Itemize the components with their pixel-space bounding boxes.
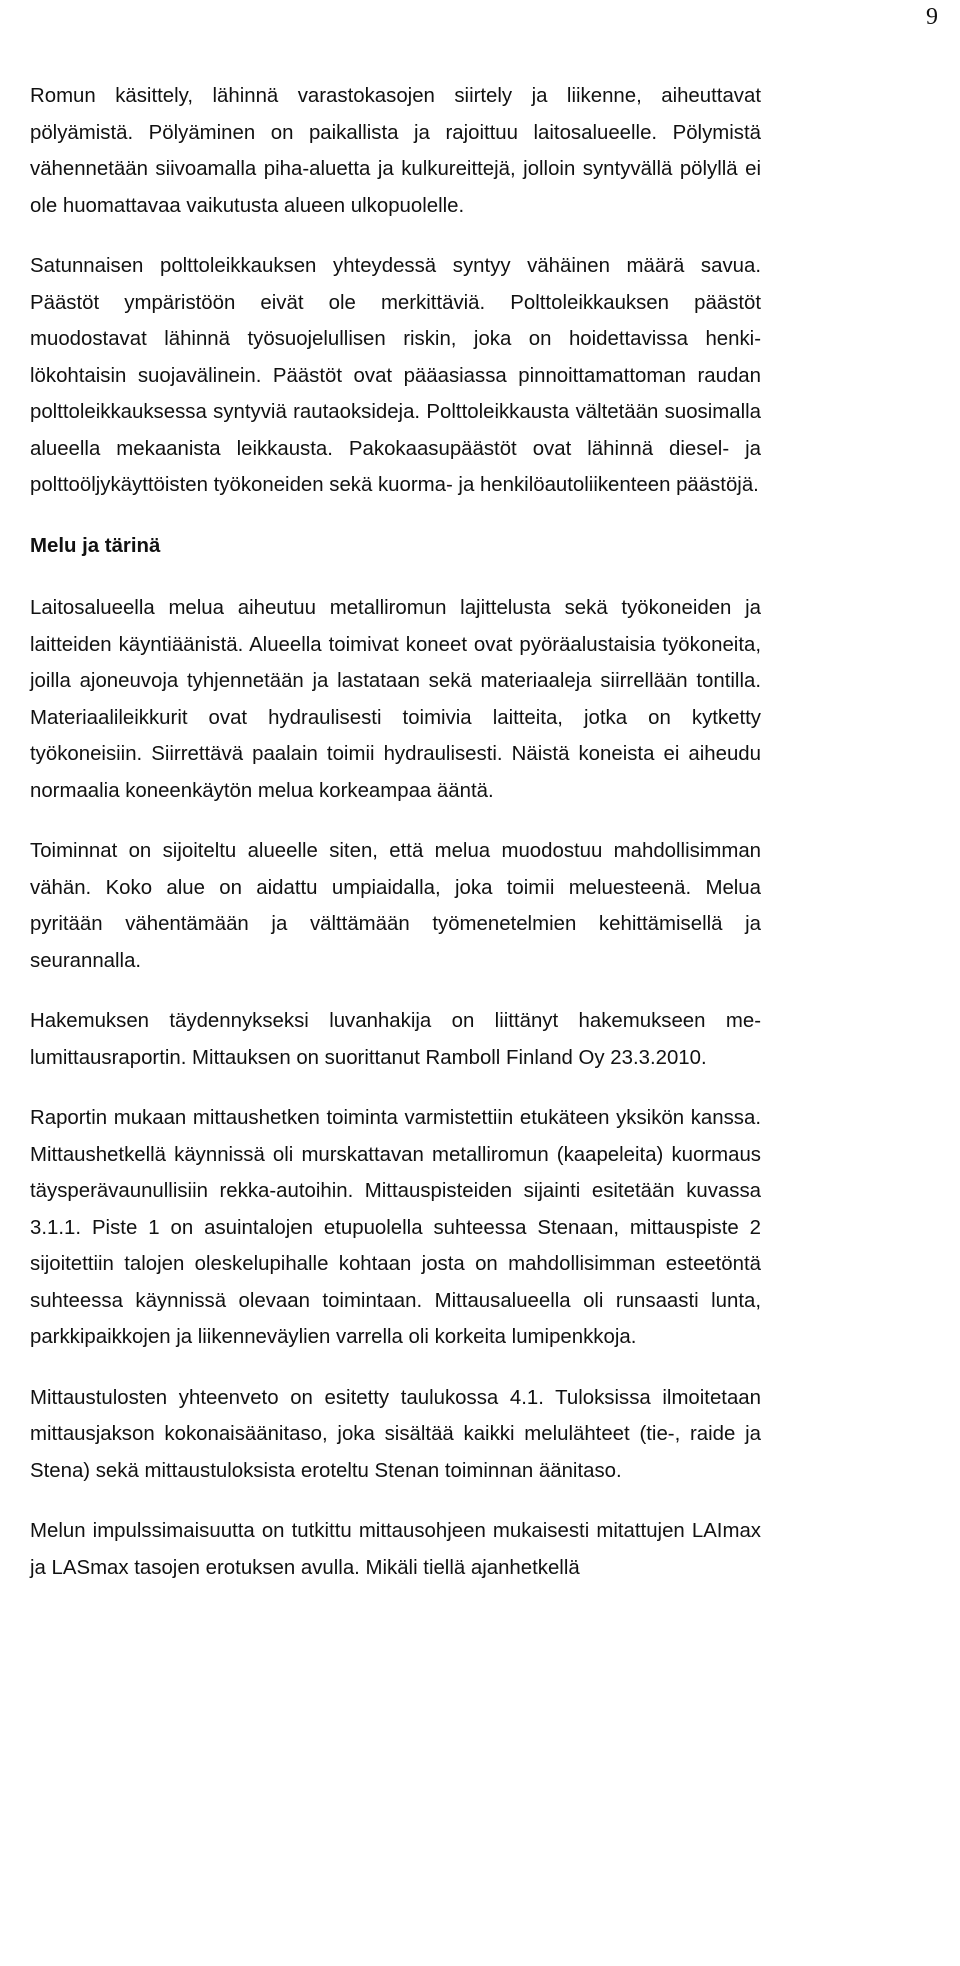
paragraph-flame-cutting: Satunnaisen polttoleikkauksen yhteydessä syntyy vähäinen määrä savua. Päästöt ympäristöön eivät ole merkittäviä. Polttoleikkauksen päästöt muodostavat lähinnä työsuojelullisen riskin, joka on hoidettavissa henkilökohtaisin suojavälinein. Päästöt ovat pääasiassa pinnoittamattoman raudan polttoleikkauksessa syntyviä rautaoksideja. Polttoleikkausta vältetään suosimalla alueella mekaanista leikkausta. Pakokaasupäästöt ovat lähinnä diesel- ja polttoöljykäyttöisten työkoneiden sekä kuorma- ja henkilöautoliikenteen päästöjä. (30, 255, 761, 496)
page-body (0, 78, 960, 1586)
paragraph-measurement-report: Hakemuksen täydennykseksi luvanhakija on liittänyt hakemukseen melumittausraportin. Mittauksen on suorittanut Ramboll Finland Oy 23.3.2010. (30, 1010, 761, 1069)
paragraph-noise-sources: Laitosalueella melua aiheutuu metalliromun lajittelusta sekä työkoneiden ja laitteiden käyntiäänistä. Alueella toimivat koneet ovat pyöräalustaisia työkoneita, joilla ajoneuvoja tyhjennetään ja lastataan sekä materiaaleja siirrellään tontilla. Materiaalileikkurit ovat hydraulisesti toimivia laitteita, jotka on kytketty työkoneisiin. Siirrettävä paalain toimii hydraulisesti. Näistä koneista ei aiheudu normaalia koneenkäytön melua korkeampaa ääntä. (30, 597, 761, 802)
paragraph-dust: Romun käsittely, lähinnä varastokasojen siirtely ja liikenne, aiheuttavat pölyämistä. Pölyäminen on paikallista ja rajoittuu laitosalueelle. Pölymistä vähennetään siivoamalla piha-aluetta ja kulkureittejä, jolloin syntyvällä pölyllä ei ole huomattavaa vaikutusta alueen ulkopuolelle. (30, 85, 761, 217)
paragraph-results-summary: Mittaustulosten yhteenveto on esitetty taulukossa 4.1. Tuloksissa ilmoitetaan mittausjakson kokonaisäänitaso, joka sisältää kaikki melulähteet (tie-, raide ja Stena) sekä mittaustuloksista eroteltu Stenan toiminnan äänitaso. (30, 1386, 761, 1482)
paragraph-measurement-conditions: Raportin mukaan mittaushetken toiminta varmistettiin etukäteen yksikön kanssa. Mittaushetkellä käynnissä oli murskattavan metalliromun (kaapeleita) kuormaus täysperävaunullisiin rekka-autoihin. Mittauspisteiden sijainti esitetään kuvassa 3.1.1. Piste 1 on asuintalojen etupuolella suhteessa Stenaan, mittauspiste 2 sijoitettiin talojen oleskelupihalle kohtaan josta on mahdollisimman esteetöntä suhteessa käynnissä olevaan toimintaan. Mittausalueella oli runsaasti lunta, parkkipaikkojen ja liikenneväylien varrella oli korkeita lumipenkkoja. (30, 1107, 761, 1348)
paragraph-noise-reduction: Toiminnat on sijoiteltu alueelle siten, että melua muodostuu mahdollisimman vähän. Koko alue on aidattu umpiaidalla, joka toimii meluesteenä. Melua pyritään vähentämään ja välttämään työmenetelmien kehittämisellä ja seurannalla. (30, 840, 761, 972)
section-heading-noise-vibration: Melu ja tärinä (30, 534, 161, 557)
paragraph-impulsiveness: Melun impulssimaisuutta on tutkittu mittausohjeen mukaisesti mitattujen LAImax ja LASmax tasojen erotuksen avulla. Mikäli tiellä ajanhetkellä (30, 1520, 761, 1579)
page-number: 9 (926, 4, 938, 30)
